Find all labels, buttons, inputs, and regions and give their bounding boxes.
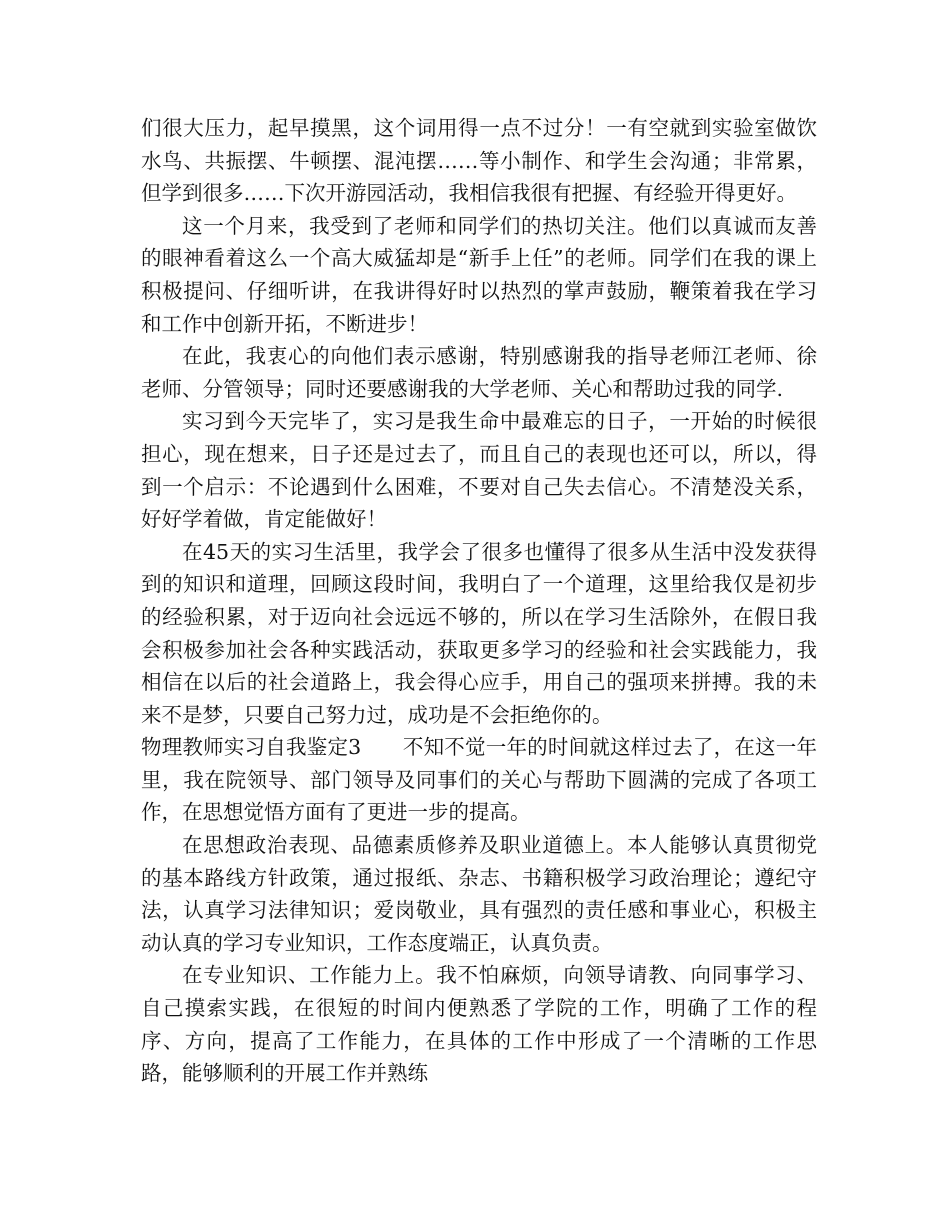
paragraph-5: 在45天的实习生活里，我学会了很多也懂得了很多从生活中没发获得到的知识和道理，回顾这段时间，我明白了一个道理，这里给我仅是初步的经验积累，对于迈向社会远远不够的，所以在学习生活除外，在假日我会积极参加社会各种实践活动，获取更多学习的经验和社会实践能力，我相信在以后的社会道路上，我会得心应手，用自己的强项来拼搏。我的未来不是梦，只要自己努力过，成功是不会拒绝你的。: [141, 539, 817, 727]
document-page: [141, 112, 817, 1090]
paragraph-3: 在此，我衷心的向他们表示感谢，特别感谢我的指导老师江老师、徐老师、分管领导；同时还要感谢我的大学老师、关心和帮助过我的同学.: [141, 344, 817, 401]
paragraph-7: 在思想政治表现、品德素质修养及职业道德上。本人能够认真贯彻党的基本路线方针政策，通过报纸、杂志、书籍积极学习政治理论；遵纪守法，认真学习法律知识；爱岗敬业，具有强烈的责任感和事业心，积极主动认真的学习专业知识，工作态度端正，认真负责。: [141, 833, 817, 955]
paragraph-8: 在专业知识、工作能力上。我不怕麻烦，向领导请教、向同事学习、自己摸索实践，在很短的时间内便熟悉了学院的工作，明确了工作的程序、方向，提高了工作能力，在具体的工作中形成了一个清晰的工作思路，能够顺利的开展工作并熟练: [141, 963, 817, 1086]
section-heading-paragraph: 物理教师实习自我鉴定3 不知不觉一年的时间就这样过去了，在这一年里，我在院领导、部门领导及同事们的关心与帮助下圆满的完成了各项工作，在思想觉悟方面有了更进一步的提高。: [141, 735, 817, 825]
paragraph-1: 们很大压力，起早摸黑，这个词用得一点不过分！一有空就到实验室做饮水鸟、共振摆、牛顿摆、混沌摆……等小制作、和学生会沟通；非常累，但学到很多……下次开游园活动，我相信我很有把握、有经验开得更好。: [141, 116, 817, 206]
paragraph-4: 实习到今天完毕了，实习是我生命中最难忘的日子，一开始的时候很担心，现在想来，日子还是过去了，而且自己的表现也还可以，所以，得到一个启示：不论遇到什么困难，不要对自己失去信心。不清楚没关系，好好学着做，肯定能做好！: [141, 409, 817, 532]
paragraph-2: 这一个月来，我受到了老师和同学们的热切关注。他们以真诚而友善的眼神看着这么一个高大威猛却是“新手上任”的老师。同学们在我的课上积极提问、仔细听讲，在我讲得好时以热烈的掌声鼓励，鞭策着我在学习和工作中创新开拓，不断进步！: [141, 213, 817, 336]
